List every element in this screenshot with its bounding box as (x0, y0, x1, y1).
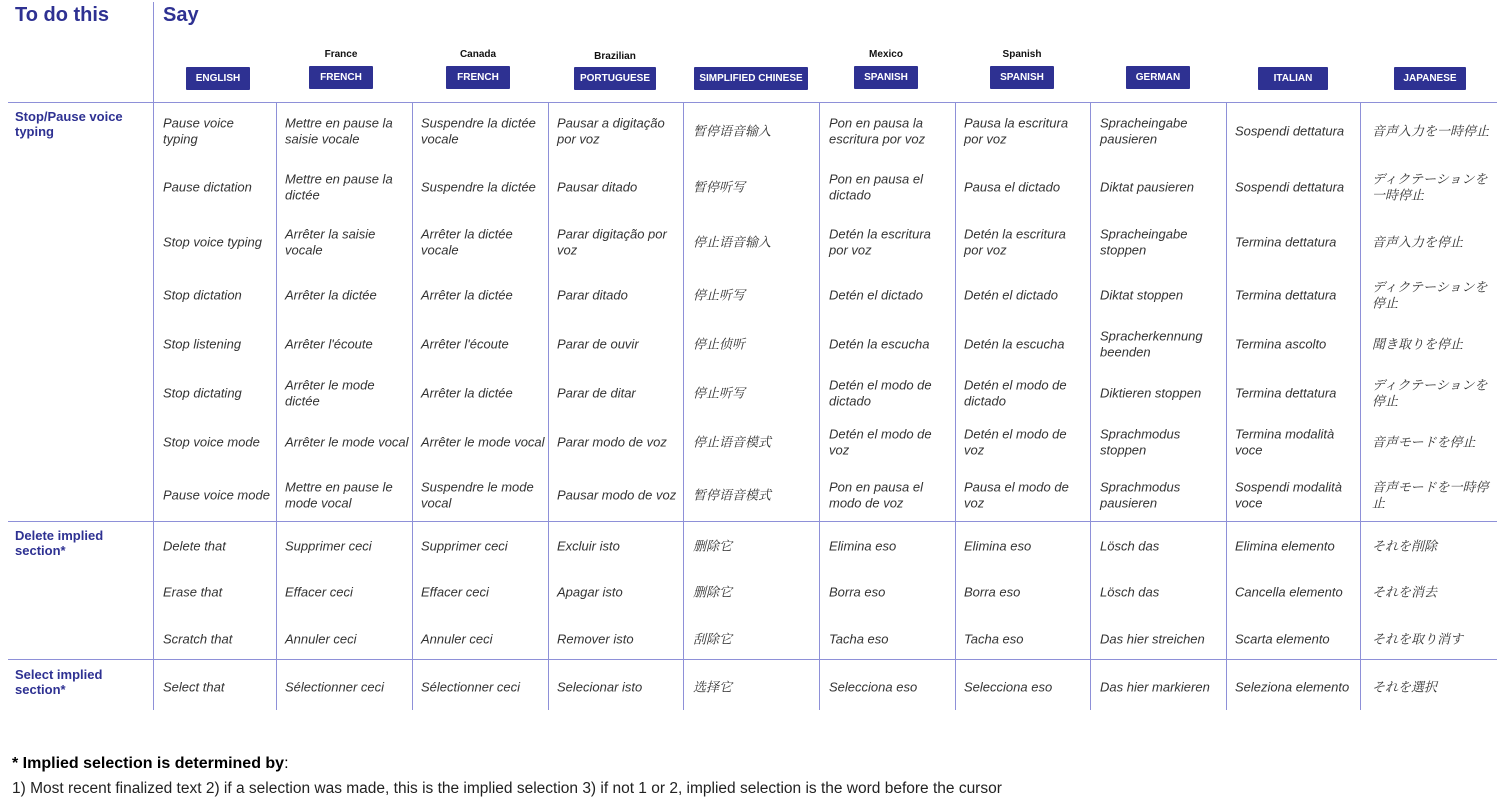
footnote-colon: : (284, 755, 289, 772)
column-divider (548, 102, 549, 710)
command-cell: 停止听写 (693, 385, 746, 401)
command-cell: Sprachmodus pausieren (1100, 479, 1181, 510)
language-region-label: France (324, 49, 358, 60)
command-cell: Sélectionner ceci (421, 679, 520, 695)
command-cell: Excluir isto (557, 538, 620, 554)
command-cell: Mettre en pause la saisie vocale (285, 115, 393, 146)
command-cell: Detén el dictado (829, 287, 923, 303)
language-label-english: ENGLISH (186, 67, 250, 90)
language-label-japanese: JAPANESE (1394, 67, 1466, 90)
command-cell: Arrêter la dictée (421, 385, 513, 401)
command-cell: Scarta elemento (1235, 631, 1330, 647)
column-divider (1090, 102, 1091, 710)
command-cell: Termina modalità voce (1235, 426, 1335, 457)
footnote-title (12, 755, 289, 773)
language-label-french: FRENCH (309, 66, 373, 89)
column-divider (683, 102, 684, 710)
command-cell: Stop voice typing (163, 234, 263, 250)
command-cell: Pause voice typing (163, 115, 234, 146)
command-cell: Sospendi dettatura (1235, 123, 1345, 139)
footnote-text: 1) Most recent finalized text 2) if a selection was made, this is the implied selection 3) if not 1 or 2, implied selection is the word before the cursor (12, 780, 1002, 797)
command-cell: Stop listening (163, 336, 242, 352)
column-divider (955, 102, 956, 710)
section-divider (8, 521, 1497, 522)
language-region-label: Brazilian (594, 51, 636, 62)
language-label-italian: ITALIAN (1258, 67, 1328, 90)
command-cell: 删除它 (693, 538, 733, 554)
column-header-say: Say (163, 4, 199, 26)
command-cell: Pause dictation (163, 179, 252, 195)
command-cell: Spracheingabe pausieren (1100, 115, 1188, 146)
command-cell: 聞き取りを停止 (1372, 336, 1464, 352)
language-label-german: GERMAN (1126, 66, 1190, 89)
command-cell: Borra eso (829, 584, 886, 600)
column-divider (1226, 102, 1227, 710)
command-cell: 停止语音模式 (693, 434, 772, 450)
language-region-label: Spanish (1002, 49, 1042, 60)
command-cell: Detén el dictado (964, 287, 1058, 303)
command-cell: Delete that (163, 538, 226, 554)
command-cell: Effacer ceci (285, 584, 353, 600)
section-title: Select implied section* (15, 667, 103, 697)
command-cell: Stop voice mode (163, 434, 260, 450)
command-cell: Arrêter la dictée (285, 287, 377, 303)
command-cell: Mettre en pause la dictée (285, 171, 393, 202)
command-cell: Pause voice mode (163, 487, 270, 503)
command-cell: それを選択 (1372, 679, 1438, 695)
command-cell: Stop dictating (163, 385, 242, 401)
language-label-spanish: SPANISH (854, 66, 918, 89)
command-cell: Arrêter l'écoute (285, 336, 373, 352)
language-label-portuguese: PORTUGUESE (574, 67, 656, 90)
section-divider (8, 659, 1497, 660)
command-cell: 删除它 (693, 584, 733, 600)
command-cell: 音声入力を停止 (1372, 234, 1464, 250)
command-cell: 刮除它 (693, 631, 733, 647)
command-cell: Das hier markieren (1100, 679, 1210, 695)
command-cell: Lösch das (1100, 538, 1160, 554)
column-header-to-do: To do this (15, 4, 110, 26)
command-cell: Selecionar isto (557, 679, 643, 695)
command-cell: Annuler ceci (285, 631, 357, 647)
command-cell: Detén el modo de dictado (829, 377, 932, 408)
command-cell: Select that (163, 679, 225, 695)
command-cell: Arrêter le mode vocal (285, 434, 409, 450)
section-title: Delete implied section* (15, 528, 104, 558)
command-cell: Arrêter le mode dictée (285, 377, 375, 408)
command-cell: Pausa el modo de voz (964, 479, 1069, 510)
command-cell: Sélectionner ceci (285, 679, 384, 695)
command-cell: Parar ditado (557, 287, 628, 303)
command-cell: Pon en pausa el modo de voz (829, 479, 923, 510)
command-cell: Elimina elemento (1235, 538, 1335, 554)
command-cell: Spracherkennung beenden (1100, 328, 1203, 359)
column-divider (412, 102, 413, 710)
command-cell: 暂停语音输入 (693, 123, 772, 139)
column-divider (153, 2, 154, 710)
command-cell: Termina ascolto (1235, 336, 1327, 352)
command-cell: Arrêter la dictée vocale (421, 226, 513, 257)
command-cell: Spracheingabe stoppen (1100, 226, 1188, 257)
command-cell: Pon en pausa la escritura por voz (829, 115, 926, 146)
command-cell: Borra eso (964, 584, 1021, 600)
command-cell: Supprimer ceci (421, 538, 508, 554)
command-cell: 音声モードを一時停止 (1372, 479, 1489, 510)
language-region-label: Mexico (869, 49, 903, 60)
command-cell: 音声入力を一時停止 (1372, 123, 1490, 139)
command-cell: Seleziona elemento (1235, 679, 1350, 695)
command-cell: Pausar modo de voz (557, 487, 677, 503)
command-cell: Supprimer ceci (285, 538, 372, 554)
command-cell: Parar de ditar (557, 385, 636, 401)
command-cell: 停止侦听 (693, 336, 746, 352)
command-cell: Pon en pausa el dictado (829, 171, 923, 202)
command-cell: Parar digitação por voz (557, 226, 667, 257)
section-divider (8, 102, 1497, 103)
command-cell: Diktat pausieren (1100, 179, 1194, 195)
command-cell: Pausar a digitação por voz (557, 115, 665, 146)
column-divider (1360, 102, 1361, 710)
command-cell: Parar de ouvir (557, 336, 639, 352)
command-cell: Cancella elemento (1235, 584, 1343, 600)
command-cell: Selecciona eso (829, 679, 918, 695)
command-cell: Erase that (163, 584, 223, 600)
command-cell: Apagar isto (557, 584, 623, 600)
command-cell: 音声モードを停止 (1372, 434, 1476, 450)
command-cell: Pausa la escritura por voz (964, 115, 1069, 146)
command-cell: それを消去 (1372, 584, 1438, 600)
section-title: Stop/Pause voice typing (15, 109, 123, 139)
command-cell: Lösch das (1100, 584, 1160, 600)
command-cell: それを削除 (1372, 538, 1438, 554)
command-cell: Arrêter l'écoute (421, 336, 509, 352)
command-cell: Stop dictation (163, 287, 242, 303)
command-cell: Arrêter le mode vocal (421, 434, 545, 450)
command-cell: Parar modo de voz (557, 434, 667, 450)
command-cell: 选择它 (693, 679, 733, 695)
command-cell: Diktat stoppen (1100, 287, 1184, 303)
command-cell: Diktieren stoppen (1100, 385, 1202, 401)
command-cell: Detén el modo de voz (964, 426, 1067, 457)
command-cell: 暂停语音模式 (693, 487, 772, 503)
command-cell: Detén la escucha (829, 336, 930, 352)
command-cell: Pausa el dictado (964, 179, 1061, 195)
command-cell: Termina dettatura (1235, 234, 1337, 250)
command-cell: Arrêter la saisie vocale (285, 226, 376, 257)
command-cell: それを取り消す (1372, 631, 1464, 647)
command-cell: Sospendi dettatura (1235, 179, 1345, 195)
language-region-label: Canada (459, 49, 497, 60)
command-cell: Effacer ceci (421, 584, 489, 600)
language-label-french: FRENCH (446, 66, 510, 89)
command-cell: Sospendi modalità voce (1235, 479, 1342, 510)
command-cell: Arrêter la dictée (421, 287, 513, 303)
command-cell: Tacha eso (829, 631, 889, 647)
column-divider (276, 102, 277, 710)
command-cell: Annuler ceci (421, 631, 493, 647)
command-cell: Detén la escritura por voz (964, 226, 1066, 257)
command-cell: 停止听写 (693, 287, 746, 303)
command-cell: ディクテーションを停止 (1372, 279, 1488, 310)
language-label-spanish: SPANISH (990, 66, 1054, 89)
command-cell: Elimina eso (964, 538, 1032, 554)
command-cell: Detén el modo de voz (829, 426, 932, 457)
command-cell: Termina dettatura (1235, 287, 1337, 303)
command-cell: ディクテーションを停止 (1372, 377, 1488, 408)
command-cell: 暂停听写 (693, 179, 746, 195)
language-label-simplified-chinese: SIMPLIFIED CHINESE (694, 67, 808, 90)
command-cell: Suspendre la dictée (421, 179, 536, 195)
command-cell: Suspendre la dictée vocale (421, 115, 536, 146)
command-cell: Detén la escritura por voz (829, 226, 931, 257)
command-cell: Elimina eso (829, 538, 897, 554)
command-cell: Suspendre le mode vocal (421, 479, 534, 510)
command-cell: ディクテーションを一時停止 (1372, 171, 1488, 202)
command-cell: Selecciona eso (964, 679, 1053, 695)
command-cell: Mettre en pause le mode vocal (285, 479, 393, 510)
command-cell: 停止语音输入 (693, 234, 772, 250)
command-cell: Pausar ditado (557, 179, 638, 195)
command-cell: Das hier streichen (1100, 631, 1205, 647)
command-cell: Termina dettatura (1235, 385, 1337, 401)
command-cell: Detén la escucha (964, 336, 1065, 352)
footnote-title-text: Implied selection is determined by (22, 755, 285, 772)
command-cell: Remover isto (557, 631, 634, 647)
column-divider (819, 102, 820, 710)
command-cell: Detén el modo de dictado (964, 377, 1067, 408)
command-cell: Tacha eso (964, 631, 1024, 647)
command-cell: Scratch that (163, 631, 233, 647)
command-cell: Sprachmodus stoppen (1100, 426, 1181, 457)
footnote-star: * (12, 755, 23, 772)
